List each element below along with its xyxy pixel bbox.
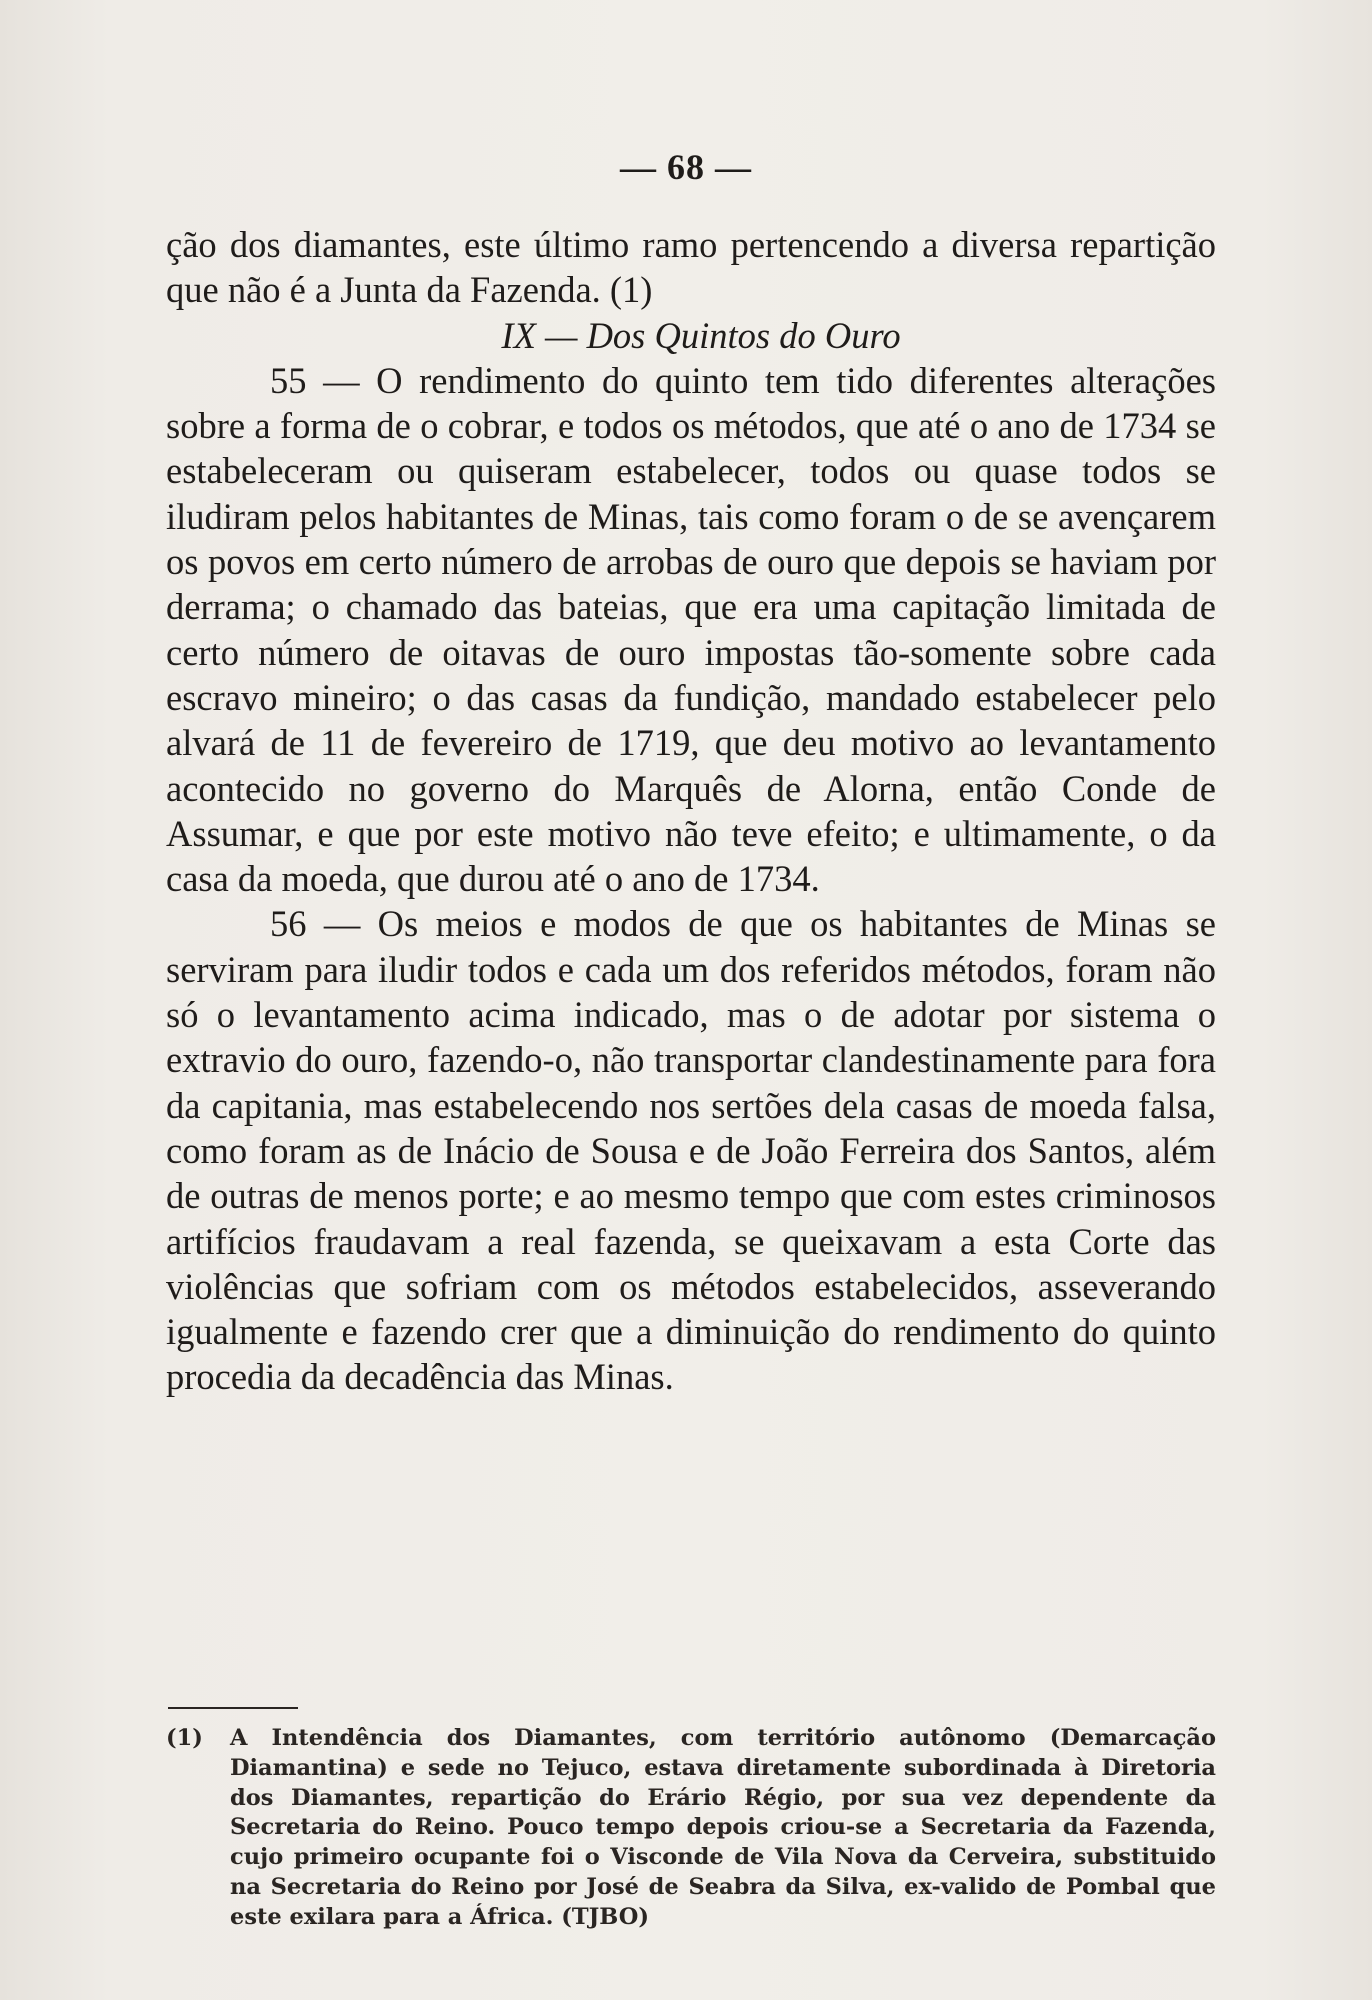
continuation-paragraph: ção dos diamantes, este último ramo pertencendo a diversa repartição que não é a Junta da Fazenda. (1) (166, 224, 1216, 311)
footnote-marker: (1) (166, 1725, 203, 1751)
footnote-divider (168, 1707, 298, 1709)
paragraph-56: 56 — Os meios e modos de que os habitantes de Minas se serviram para iludir todos e cada um dos referidos métodos, foram não só o levantamento acima indicado, mas o de adotar por sistema o extravio do ouro, fazendo-o, não transportar clandestinamente para fora da capitania, mas estabelecendo nos sertões dela casas de moeda falsa, como foram as de Inácio de Sousa e de João Ferreira dos Santos, além de outras de menos porte; e ao mesmo tempo que com estes criminosos artifícios fraudavam a real fazenda, se queixavam a esta Corte das violências que sofriam com os métodos estabelecidos, asseverando igualmente e fazendo crer que a diminuição do rendimento do quinto procedia da decadência das Minas. (166, 903, 1216, 1398)
page-number: — 68 — (620, 147, 752, 187)
paragraph-55: 55 — O rendimento do quinto tem tido diferentes alterações sobre a forma de o cobrar, e todos os métodos, que até o ano de 1734 se estabeleceram ou quiseram estabelecer, todos ou quase todos se iludiram pelos habitantes de Minas, tais como foram o de se avençarem os povos em certo número de arrobas de ouro que depois se haviam por derrama; o chamado das bateias, que era uma capitação limitada de certo número de oitavas de ouro impostas tão-somente sobre cada escravo mineiro; o das casas da fundição, mandado estabelecer pelo alvará de 11 de fevereiro de 1719, que deu motivo ao levantamento acontecido no governo do Marquês de Alorna, então Conde de Assumar, e que por este motivo não teve efeito; e ultimamente, o da casa da moeda, que durou até o ano de 1734. (166, 359, 1216, 900)
body-text (166, 222, 1216, 1400)
section-heading: IX — Dos Quintos do Ouro (501, 314, 901, 356)
footnote-text: A Intendência dos Diamantes, com território autônomo (Demarcação Diamantina) e sede no Tejuco, estava diretamente subordinada à Diretoria dos Diamantes, repartição do Erário Régio, por sua vez dependente da Secretaria do Reino. Pouco tempo depois criou-se a Secretaria da Fazenda, cujo primeiro ocupante foi o Visconde de Vila Nova da Cerveira, substituido na Secretaria do Reino por José de Seabra da Silva, ex-valido de Pombal que este exilara para a África. (TJBO) (230, 1725, 1216, 1930)
footnote (166, 1724, 1216, 1933)
